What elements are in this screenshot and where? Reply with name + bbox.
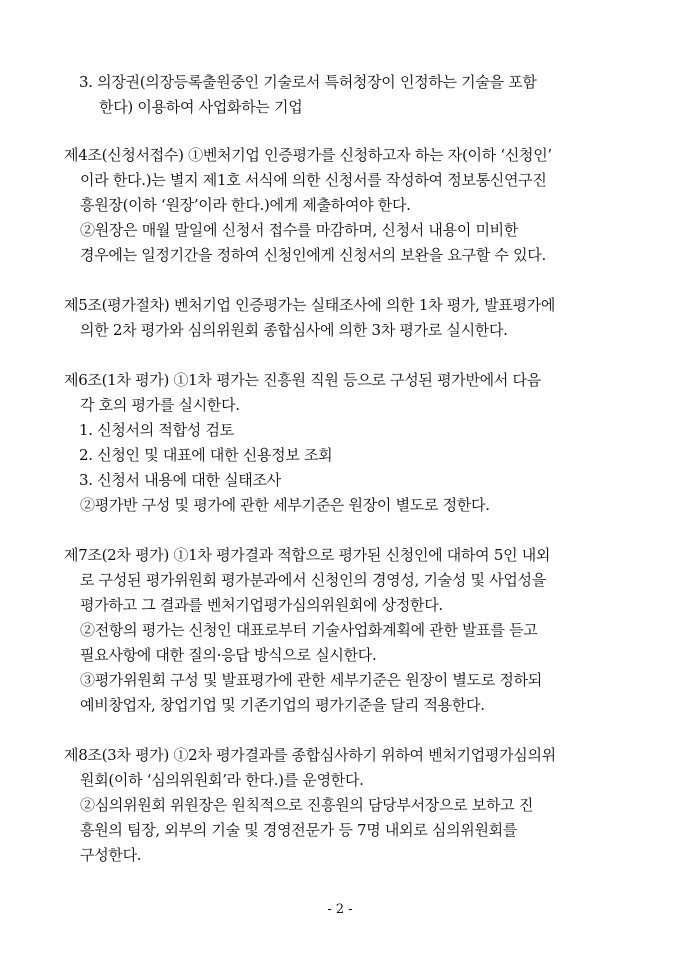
article-7-line-2: 로 구성된 평가위원회 평가분과에서 신청인의 경영성, 기술성 및 사업성을 (80, 571, 546, 589)
article-7-heading-line: 제7조(2차 평가) ①1차 평가결과 적합으로 평가된 신청인에 대하여 5인 내외 (64, 546, 551, 564)
article-6-line-2: 각 호의 평가를 실시한다. (80, 396, 240, 414)
item3-line-1: 3. 의장권(의장등록출원중인 기술로서 특허청장이 인정하는 기술을 포함 (79, 73, 537, 91)
article-8-line-3: ②심의위원회 위원장은 원칙적으로 진흥원의 담당부서장으로 보하고 진 (80, 796, 534, 814)
article-6-item-3: 3. 신청서 내용에 대한 실태조사 (79, 471, 281, 489)
article-7-line-3: 평가하고 그 결과를 벤처기업평가심의위원회에 상정한다. (80, 596, 443, 614)
article-7-line-6: ③평가위원회 구성 및 발표평가에 관한 세부기준은 원장이 별도로 정하되 (80, 671, 542, 689)
article-7-line-7: 예비창업자, 창업기업 및 기존기업의 평가기준을 달리 적용한다. (80, 696, 485, 714)
article-8-line-2: 원회(이하 ‘심의위원회’라 한다.)를 운영한다. (80, 771, 364, 789)
article-6-item-1: 1. 신청서의 적합성 검토 (79, 421, 234, 439)
article-4-line-3: 흥원장(이하 ‘원장’이라 한다.)에게 제출하여야 한다. (80, 196, 411, 214)
article-8-line-5: 구성한다. (80, 846, 142, 864)
article-5-line-2: 의한 2차 평가와 심의위원회 종합심사에 의한 3차 평가로 실시한다. (80, 321, 508, 339)
article-4-line-2: 이라 한다.)는 별지 제1호 서식에 의한 신청서를 작성하여 정보통신연구진 (80, 171, 547, 189)
item3-line-2: 한다) 이용하여 사업화하는 기업 (99, 98, 303, 116)
article-4-heading-line: 제4조(신청서접수) ①벤처기업 인증평가를 신청하고자 하는 자(이하 ‘신청인’ (64, 146, 552, 164)
article-8-heading-line: 제8조(3차 평가) ①2차 평가결과를 종합심사하기 위하여 벤처기업평가심의위 (64, 746, 556, 764)
article-6-clause-2: ②평가반 구성 및 평가에 관한 세부기준은 원장이 별도로 정한다. (80, 496, 490, 514)
article-4-line-4: ②원장은 매월 말일에 신청서 접수를 마감하며, 신청서 내용이 미비한 (80, 221, 519, 239)
article-5-heading-line: 제5조(평가절차) 벤처기업 인증평가는 실태조사에 의한 1차 평가, 발표평가에 (64, 296, 556, 314)
article-7-line-4: ②전항의 평가는 신청인 대표로부터 기술사업화계획에 관한 발표를 듣고 (80, 621, 538, 639)
article-6-item-2: 2. 신청인 및 대표에 대한 신용정보 조회 (79, 446, 333, 464)
article-4-line-5: 경우에는 일정기간을 정하여 신청인에게 신청서의 보완을 요구할 수 있다. (80, 246, 546, 264)
article-8-line-4: 흥원의 팀장, 외부의 기술 및 경영전문가 등 7명 내외로 심의위원회를 (80, 821, 518, 839)
article-6-heading-line: 제6조(1차 평가) ①1차 평가는 진흥원 직원 등으로 구성된 평가반에서 다음 (64, 371, 541, 389)
page-number: - 2 - (327, 902, 353, 917)
article-7-line-5: 필요사항에 대한 질의·응답 방식으로 실시한다. (80, 646, 377, 664)
